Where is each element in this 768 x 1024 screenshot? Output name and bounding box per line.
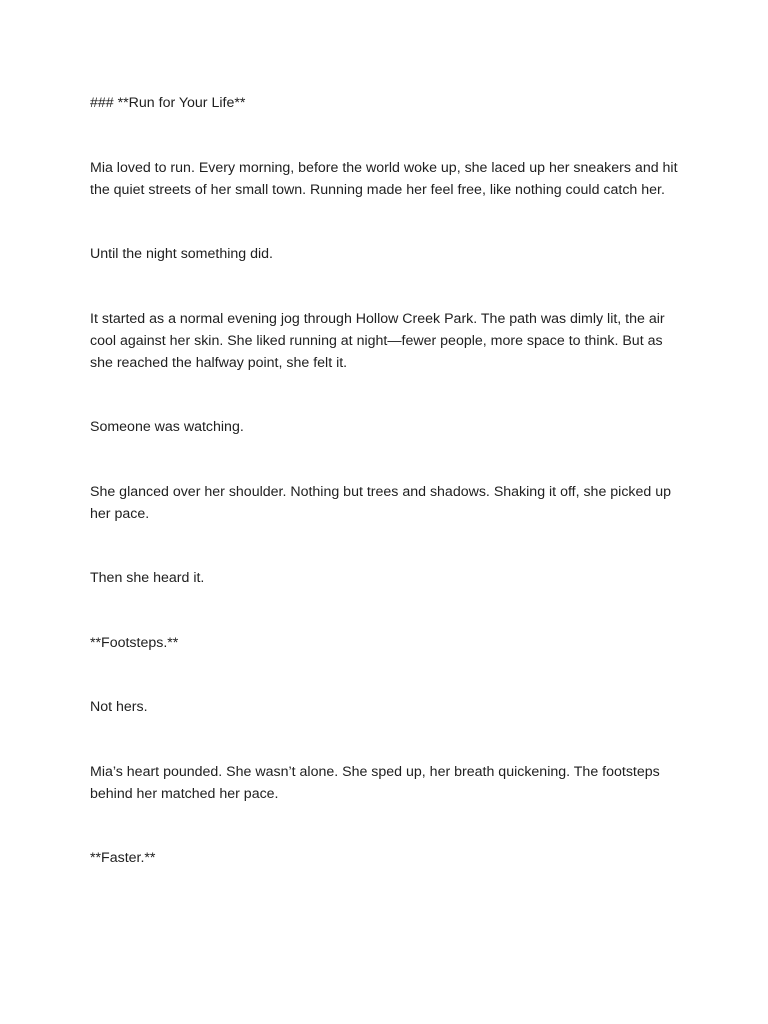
paragraph: It started as a normal evening jog through Hollow Creek Park. The path was dimly lit, the air cool against her skin. She liked running at night—fewer people, more space to think. But as she reached the halfway point, she felt it.: [90, 310, 665, 371]
paragraph: Until the night something did.: [90, 246, 273, 262]
paragraph: Mia loved to run. Every morning, before the world woke up, she laced up her sneakers and hit the quiet streets of her small town. Running made her feel free, like nothing could catch her.: [90, 159, 678, 198]
paragraph: Someone was watching.: [90, 419, 244, 435]
paragraph: Not hers.: [90, 699, 148, 715]
paragraph: Mia’s heart pounded. She wasn’t alone. She sped up, her breath quickening. The footsteps behind her matched her pace.: [90, 763, 660, 802]
document-body: [90, 92, 678, 869]
paragraph: She glanced over her shoulder. Nothing but trees and shadows. Shaking it off, she picked up her pace.: [90, 483, 672, 522]
story-heading: ### **Run for Your Life**: [90, 95, 246, 111]
paragraph: **Footsteps.**: [90, 634, 179, 651]
paragraph: Then she heard it.: [90, 570, 205, 586]
paragraph: **Faster.**: [90, 850, 156, 866]
